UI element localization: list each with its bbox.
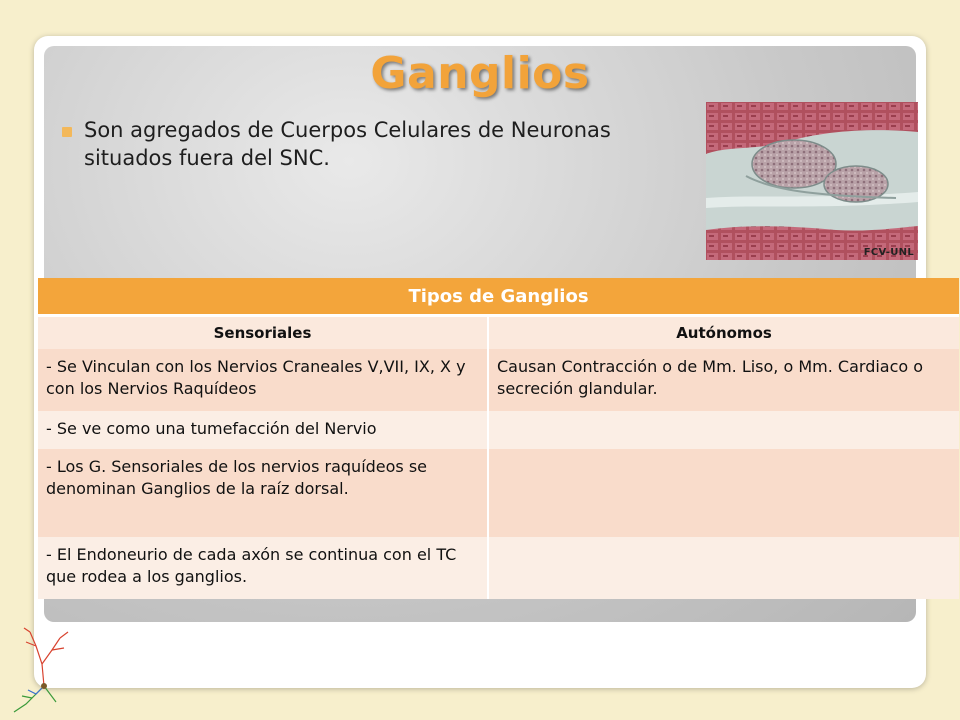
bullet-text: Son agregados de Cuerpos Celulares de Neuronas situados fuera del SNC. [84,118,611,170]
table-cell: - Se Vinculan con los Nervios Craneales V,VII, IX, X y con los Nervios Raquídeos [38,349,488,411]
table-cell [488,411,959,449]
table-row [38,411,959,449]
ganglion-micrograph-icon [706,102,918,260]
histology-image [706,102,918,260]
table-cell: Causan Contracción o de Mm. Liso, o Mm. Cardiaco o secreción glandular. [497,357,924,398]
image-watermark: FCV-UNL [863,247,914,258]
table-cell: - El Endoneurio de cada axón se continua con el TC que rodea a los ganglios. [38,537,488,599]
bullet-marker-icon [62,127,72,137]
neuron-illustration-icon [6,624,76,714]
bullet-point [62,116,672,172]
ganglia-types-table [38,278,959,599]
column-header-sensoriales: Sensoriales [38,316,488,350]
table-title: Tipos de Ganglios [38,278,959,316]
table-row [38,537,959,599]
slide-title: Ganglios [370,48,590,99]
table-row [38,349,959,411]
table-cell [488,537,959,599]
table-cell [488,449,959,537]
table-row [38,449,959,537]
table-cell: - Los G. Sensoriales de los nervios raquídeos se denominan Ganglios de la raíz dorsal. [38,449,488,537]
column-header-autonomos: Autónomos [488,316,959,350]
table-cell: - Se ve como una tumefacción del Nervio [38,411,488,449]
